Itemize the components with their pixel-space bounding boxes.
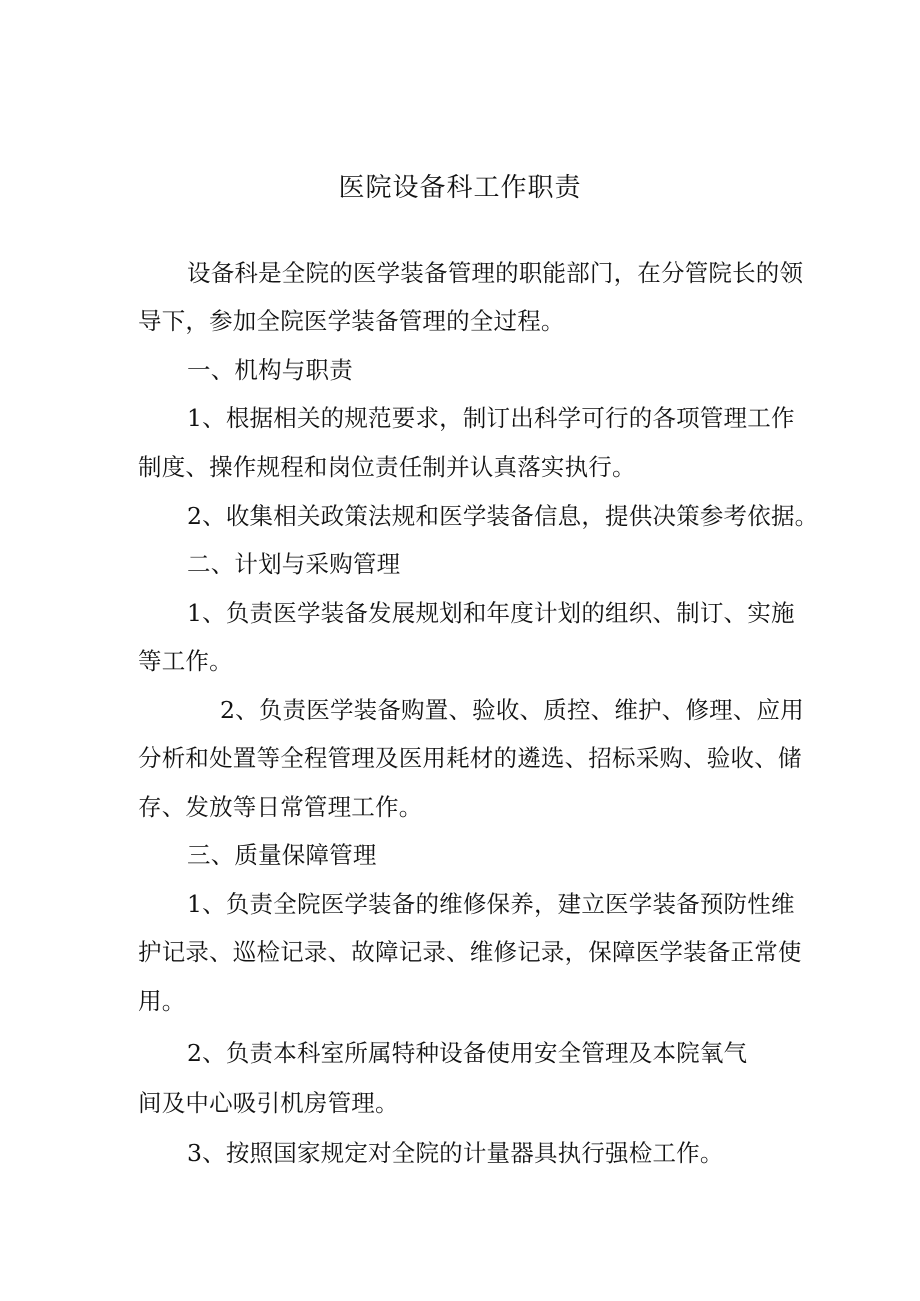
body-line: 2、负责本科室所属特种设备使用安全管理及本院氧气 bbox=[187, 1039, 748, 1067]
body-line: 1、负责全院医学装备的维修保养，建立医学装备预防性维 bbox=[187, 890, 795, 918]
body-line: 间及中心吸引机房管理。 bbox=[138, 1089, 399, 1117]
body-line: 导下，参加全院医学装备管理的全过程。 bbox=[138, 307, 565, 335]
section-heading: 一、机构与职责 bbox=[187, 356, 353, 384]
body-line: 2、收集相关政策法规和医学装备信息，提供决策参考依据。 bbox=[187, 502, 819, 530]
body-line: 1、根据相关的规范要求，制订出科学可行的各项管理工作 bbox=[187, 404, 795, 432]
body-line: 2、负责医学装备购置、验收、质控、维护、修理、应用 bbox=[220, 696, 804, 724]
section-heading: 二、计划与采购管理 bbox=[187, 550, 401, 578]
body-line: 用。 bbox=[138, 987, 186, 1015]
body-line: 护记录、巡检记录、故障记录、维修记录，保障医学装备正常使 bbox=[138, 938, 802, 966]
body-line: 分析和处置等全程管理及医用耗材的遴选、招标采购、验收、储 bbox=[138, 744, 802, 772]
section-heading: 三、质量保障管理 bbox=[187, 841, 377, 869]
body-line: 等工作。 bbox=[138, 647, 233, 675]
body-line: 3、按照国家规定对全院的计量器具执行强检工作。 bbox=[187, 1139, 724, 1167]
body-line: 1、负责医学装备发展规划和年度计划的组织、制订、实施 bbox=[187, 599, 795, 627]
document-title: 医院设备科工作职责 bbox=[338, 173, 582, 203]
body-line: 存、发放等日常管理工作。 bbox=[138, 793, 423, 821]
body-line: 制度、操作规程和岗位责任制并认真落实执行。 bbox=[138, 453, 636, 481]
body-line: 设备科是全院的医学装备管理的职能部门，在分管院长的领 bbox=[187, 259, 804, 287]
